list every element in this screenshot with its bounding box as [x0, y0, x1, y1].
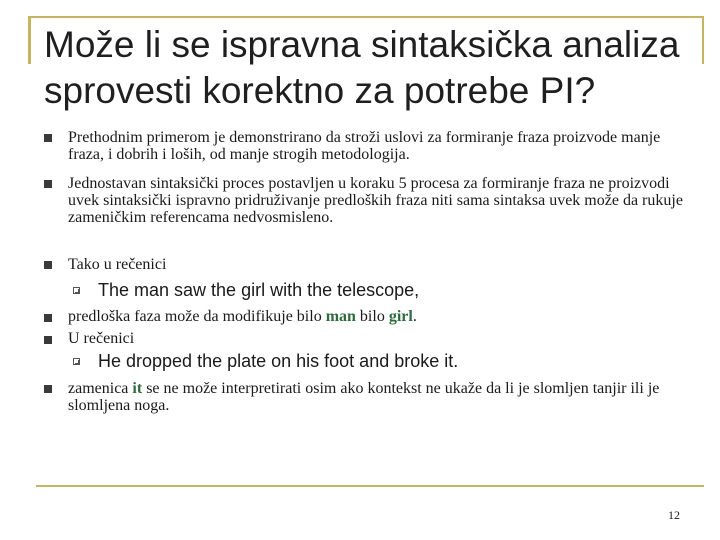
- highlight-man: man: [325, 308, 356, 325]
- bullet-marker: [44, 261, 52, 269]
- bullet-6-after: se ne može interpretirati osim ako kontekst ne ukaže da li je slomljen tanjir ili je slomljena noga.: [68, 380, 660, 414]
- bullet-4-before: predloška faza može da modifikuje bilo: [68, 308, 326, 325]
- bullet-marker: [44, 180, 52, 188]
- example-sentence-1: The man saw the girl with the telescope,: [98, 280, 420, 300]
- highlight-girl: girl: [388, 308, 413, 325]
- bullet-text-1: Prethodnim primerom je demonstrirano da stroži uslovi za formiranje fraza proizvode manje fraza, i dobrih i loših, od manje strogih metodologija.: [68, 129, 661, 163]
- frame-bottom-rule: [36, 485, 704, 487]
- bullet-4-after: .: [412, 308, 417, 325]
- sub-bullet-marker: [73, 287, 80, 294]
- bullet-text-6: [68, 380, 688, 414]
- bullet-text-4: [68, 308, 688, 325]
- page-number: 12: [668, 508, 680, 522]
- sub-bullet-marker: [73, 358, 80, 365]
- bullet-marker: [44, 134, 52, 142]
- example-sentence-2: He dropped the plate on his foot and broke it.: [98, 351, 459, 371]
- bullet-text-3: Tako u rečenici: [68, 256, 167, 273]
- slide-title: Može li se ispravna sintaksička analiza sprovesti korektno za potrebe PI?: [44, 24, 680, 111]
- bullet-marker: [44, 314, 52, 322]
- highlight-it: it: [132, 380, 143, 397]
- bullet-4-middle: bilo: [355, 308, 389, 325]
- bullet-6-before: zamenica: [68, 380, 133, 397]
- frame-top-rule: [28, 16, 704, 18]
- frame-left-rule: [28, 16, 31, 64]
- bullet-marker: [44, 336, 52, 344]
- bullet-text-5: U rečenici: [68, 330, 135, 347]
- bullet-text-2: Jednostavan sintaksički proces postavljen u koraku 5 procesa za formiranje fraza ne proizvodi uvek sintaksički ispravno pridruživanje predloških fraza niti sama sintaksa uvek može da rukuje zameničkim referencama nedvosmisleno.: [68, 175, 683, 226]
- bullet-marker: [44, 385, 52, 393]
